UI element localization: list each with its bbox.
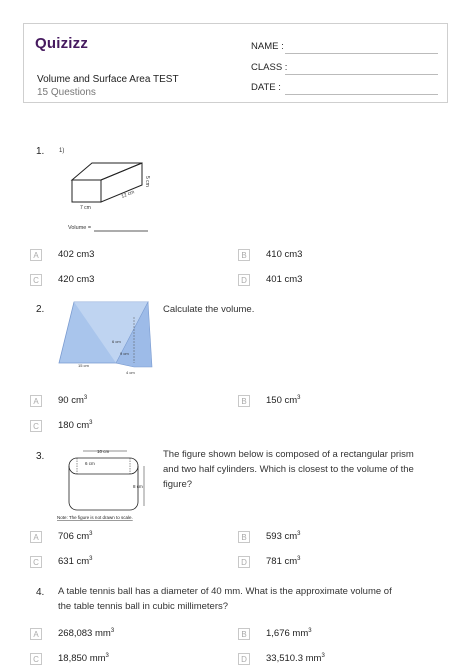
name-label: NAME : — [251, 41, 284, 52]
question-4-line-1: A table tennis ball has a diameter of 40 mm. What is the approximate volume of — [58, 586, 392, 597]
option-box[interactable]: C — [30, 274, 42, 286]
scale-note: Note: The figure is not drawn to scale. — [57, 515, 133, 520]
question-4-number: 4. — [36, 587, 45, 598]
class-label: CLASS : — [251, 62, 288, 73]
class-line[interactable] — [285, 74, 438, 75]
question-count: 15 Questions — [37, 87, 96, 98]
option-box[interactable]: B — [238, 249, 250, 261]
option-text[interactable]: 410 cm3 — [266, 249, 303, 260]
option-text[interactable]: 593 $cm^3$ — [266, 531, 301, 543]
question-1-figure — [56, 140, 166, 235]
option-text[interactable]: 706 $cm^3$ — [58, 531, 93, 543]
option-text[interactable]: 18,850 $mm^3$ — [58, 653, 109, 665]
option-box[interactable]: D — [238, 274, 250, 286]
option-text[interactable]: 402 cm3 — [58, 249, 95, 260]
option-text[interactable]: 401 cm3 — [266, 274, 303, 285]
label-c: 4 cm — [126, 370, 135, 375]
question-3-line-3: figure? — [163, 479, 193, 490]
figure-index: 1) — [59, 148, 65, 154]
top-label: 10 cm — [97, 449, 110, 454]
name-line[interactable] — [285, 53, 438, 54]
question-3-line-1: The figure shown below is composed of a rectangular prism — [163, 449, 414, 460]
height-label: 5 cm — [144, 176, 150, 187]
length-label: 12 cm — [120, 189, 136, 200]
option-box[interactable]: A — [30, 395, 42, 407]
inner-label: 6 cm — [85, 461, 95, 466]
option-text[interactable]: 90 $cm^3$ — [58, 395, 88, 407]
label-a: 6 cm — [112, 339, 121, 344]
option-box[interactable]: A — [30, 249, 42, 261]
option-box[interactable]: D — [238, 653, 250, 665]
option-box[interactable]: B — [238, 395, 250, 407]
option-box[interactable]: B — [238, 531, 250, 543]
side-label: 8 cm — [133, 484, 143, 489]
question-4-line-2: the table tennis ball in cubic millimeters? — [58, 601, 229, 612]
question-3-line-2: and two half cylinders. Which is closest to the volume of the — [163, 464, 414, 475]
option-text[interactable]: 180 $cm^3$ — [58, 420, 93, 432]
question-2-figure — [56, 297, 156, 379]
test-title: Volume and Surface Area TEST — [37, 74, 179, 85]
date-label: DATE : — [251, 82, 281, 93]
option-text[interactable]: 33,510.3 $mm^3$ — [266, 653, 325, 665]
option-text[interactable]: 631 $cm^3$ — [58, 556, 93, 568]
option-text[interactable]: 268,083 $mm^3$ — [58, 628, 115, 640]
label-d: 15 cm — [78, 363, 89, 368]
option-text[interactable]: 1,676 $mm^3$ — [266, 628, 312, 640]
option-text[interactable]: 781 $cm^3$ — [266, 556, 301, 568]
option-text[interactable]: 150 $cm^3$ — [266, 395, 301, 407]
question-2-text: Calculate the volume. — [163, 304, 255, 315]
quizizz-logo: Quizizz — [35, 35, 89, 52]
option-box[interactable]: C — [30, 653, 42, 665]
option-box[interactable]: B — [238, 628, 250, 640]
question-1-number: 1. — [36, 146, 45, 157]
question-2-number: 2. — [36, 304, 45, 315]
width-label: 7 cm — [80, 205, 91, 211]
option-box[interactable]: C — [30, 556, 42, 568]
date-line[interactable] — [285, 94, 438, 95]
volume-prompt: Volume = — [68, 225, 92, 231]
question-3-figure — [55, 444, 155, 522]
label-b: 9 cm — [120, 351, 129, 356]
option-box[interactable]: C — [30, 420, 42, 432]
option-box[interactable]: D — [238, 556, 250, 568]
option-box[interactable]: A — [30, 531, 42, 543]
option-box[interactable]: A — [30, 628, 42, 640]
question-3-number: 3. — [36, 451, 45, 462]
option-text[interactable]: 420 cm3 — [58, 274, 95, 285]
